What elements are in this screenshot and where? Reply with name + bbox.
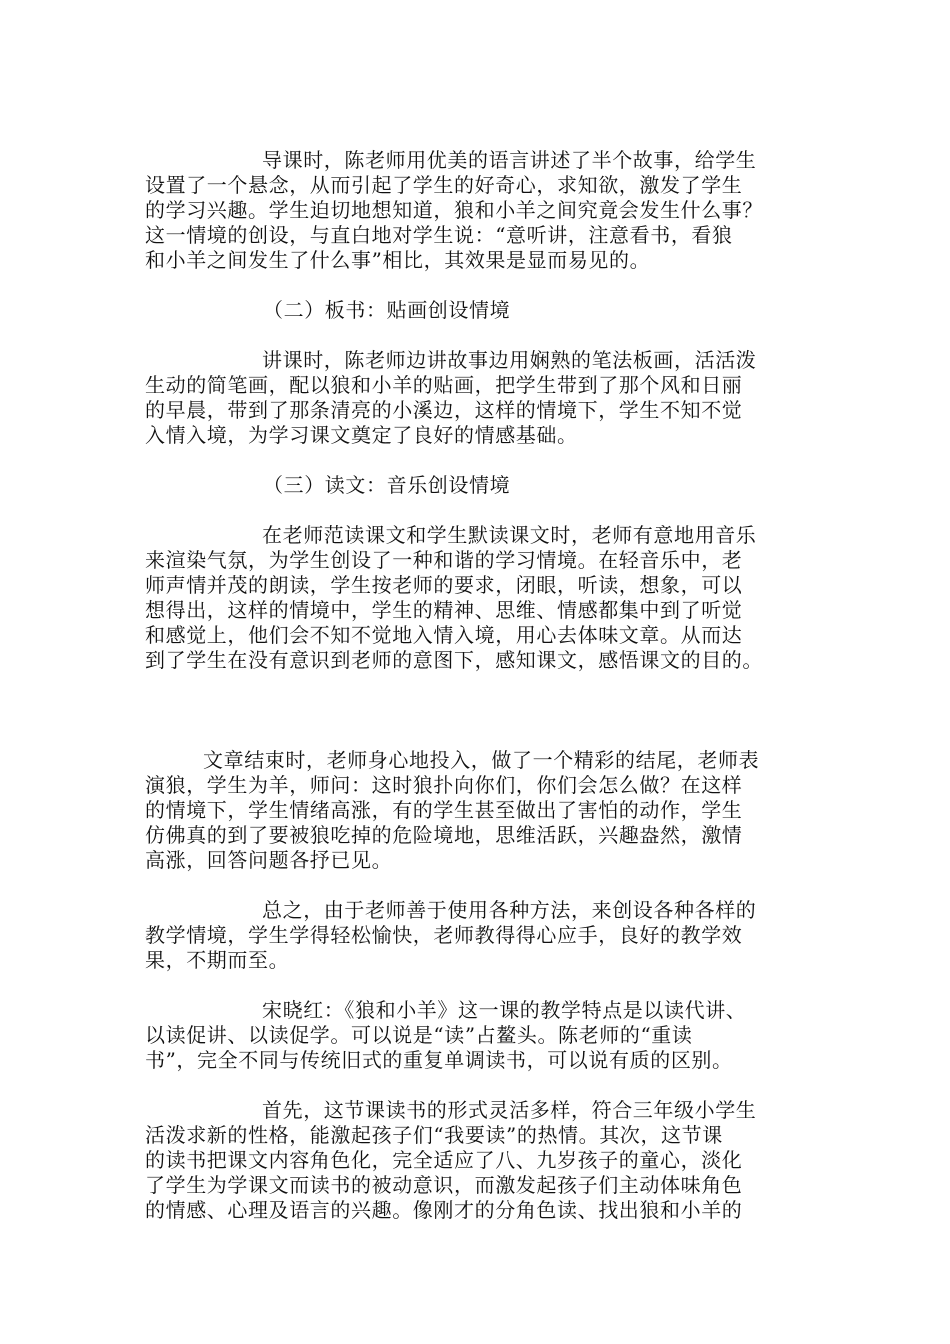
- section-heading-3: （三）读文：音乐创设情境: [263, 473, 511, 497]
- text-line: 这一情境的创设，与直白地对学生说：“意听讲，注意看书，看狼: [145, 223, 733, 247]
- text-line: 的学习兴趣。学生迫切地想知道，狼和小羊之间究竟会发生什么事？: [145, 198, 763, 222]
- text-line: 在老师范读课文和学生默读课文时，老师有意地用音乐: [262, 523, 757, 547]
- text-line: 首先，这节课读书的形式灵活多样，符合三年级小学生: [262, 1098, 757, 1122]
- paragraph-reading-music: [145, 523, 805, 673]
- text-line: 演狼，学生为羊，师问：这时狼扑向你们，你们会怎么做？在这样: [145, 773, 743, 797]
- paragraph-song-xiaohong: [145, 998, 805, 1073]
- text-line: 的情感、心理及语言的兴趣。像刚才的分角色读、找出狼和小羊的: [145, 1198, 743, 1222]
- text-line: 的读书把课文内容角色化，完全适应了八、九岁孩子的童心，淡化: [145, 1148, 743, 1172]
- text-line: 师声情并茂的朗读，学生按老师的要求，闭眼，听读，想象，可以: [145, 573, 743, 597]
- text-line: 书”，完全不同与传统旧式的重复单调读书，可以说有质的区别。: [145, 1048, 733, 1072]
- text-line: 果，不期而至。: [145, 948, 290, 972]
- text-line: 想得出，这样的情境中，学生的精神、思维、情感都集中到了听觉: [145, 598, 743, 622]
- text-line: 生动的简笔画，配以狼和小羊的贴画，把学生带到了那个风和日丽: [145, 373, 743, 397]
- text-line: 活泼求新的性格，能激起孩子们“我要读”的热情。其次，这节课: [145, 1123, 723, 1147]
- paragraph-blackboard: [145, 348, 805, 448]
- text-line: 到了学生在没有意识到老师的意图下，感知课文，感悟课文的目的。: [145, 648, 763, 672]
- paragraph-introduction: [145, 148, 805, 273]
- section-heading-2: （二）板书：贴画创设情境: [263, 298, 511, 322]
- text-line: 导课时，陈老师用优美的语言讲述了半个故事，给学生: [262, 148, 757, 172]
- paragraph-firstly: [145, 1098, 805, 1223]
- text-line: 的情境下，学生情绪高涨，有的学生甚至做出了害怕的动作，学生: [145, 798, 743, 822]
- text-line: 高涨，回答问题各抒已见。: [145, 848, 393, 872]
- text-line: 和感觉上，他们会不知不觉地入情入境，用心去体味文章。从而达: [145, 623, 743, 647]
- text-line: 宋晓红：《狼和小羊》这一课的教学特点是以读代讲、: [262, 998, 747, 1022]
- text-line: 总之，由于老师善于使用各种方法，来创设各种各样的: [262, 898, 757, 922]
- text-line: 文章结束时，老师身心地投入，做了一个精彩的结尾，老师表: [203, 748, 760, 772]
- text-line: 讲课时，陈老师边讲故事边用娴熟的笔法板画，活活泼: [262, 348, 757, 372]
- text-line: 以读促讲、以读促学。可以说是“读”占鳌头。陈老师的“重读: [145, 1023, 693, 1047]
- text-line: 仿佛真的到了要被狼吃掉的危险境地，思维活跃，兴趣盎然，激情: [145, 823, 743, 847]
- text-line: 的早晨，带到了那条清亮的小溪边，这样的情境下，学生不知不觉: [145, 398, 743, 422]
- paragraph-summary: [145, 898, 805, 973]
- paragraph-ending: [145, 748, 805, 873]
- text-line: 教学情境，学生学得轻松愉快，老师教得得心应手，良好的教学效: [145, 923, 743, 947]
- text-line: 了学生为学课文而读书的被动意识，而激发起孩子们主动体味角色: [145, 1173, 743, 1197]
- text-line: 入情入境，为学习课文奠定了良好的情感基础。: [145, 423, 578, 447]
- text-line: 和小羊之间发生了什么事”相比，其效果是显而易见的。: [145, 248, 651, 272]
- text-line: 来渲染气氛，为学生创设了一种和谐的学习情境。在轻音乐中，老: [145, 548, 743, 572]
- text-line: 设置了一个悬念，从而引起了学生的好奇心，求知欲，激发了学生: [145, 173, 743, 197]
